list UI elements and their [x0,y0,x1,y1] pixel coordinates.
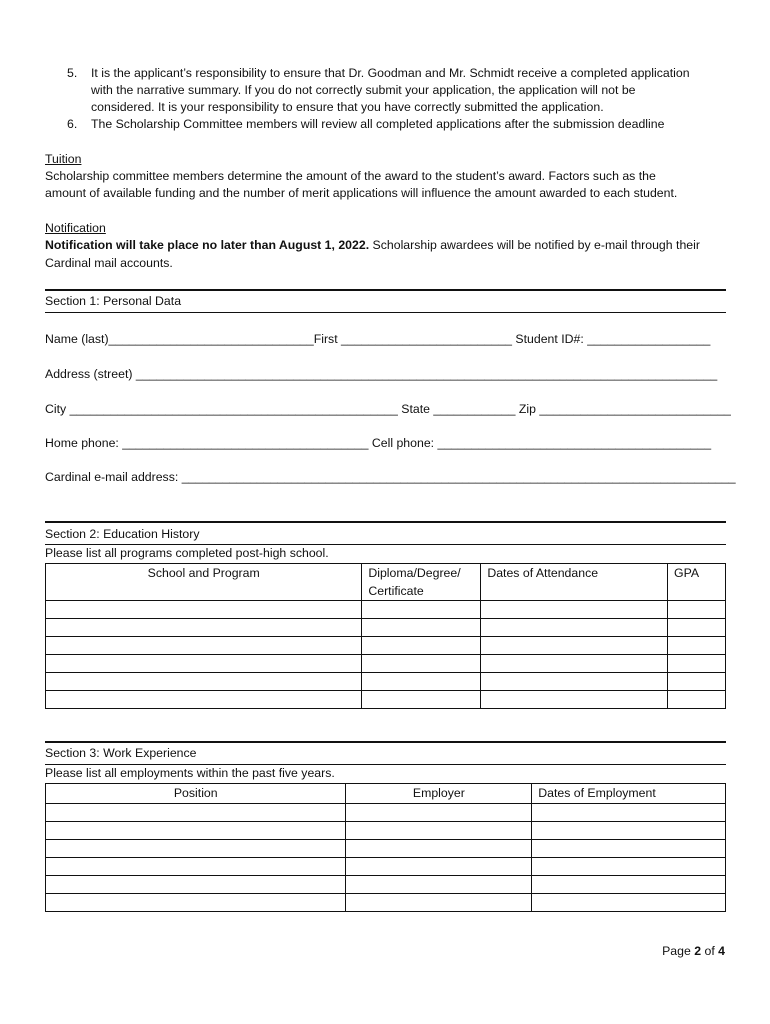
section3-title: Section 3: Work Experience [45,746,197,760]
column-header: School and Program [46,564,362,601]
column-header: Employer [346,784,532,804]
notification-deadline: Notification will take place no later than August 1, 2022. [45,238,370,252]
table-header-row [46,564,726,601]
section2-title: Section 2: Education History [45,527,200,541]
list-text: with the narrative summary. If you do not correctly submit your application, the application will not be [91,83,636,97]
notification-rest: Scholarship awardees will be notified by e-mail through their [369,238,700,252]
table-row[interactable] [46,601,726,619]
phone-field[interactable]: Home phone: ____________________________________ Cell phone: ________________________________________ [45,436,712,450]
column-header: GPA [668,564,726,601]
table-row[interactable] [46,893,726,911]
table-row[interactable] [46,655,726,673]
section-divider [45,521,726,523]
tuition-text: Scholarship committee members determine the amount of the award to the student’s award. Factors such as the [45,169,656,183]
work-table [45,783,726,912]
section-divider [45,312,726,313]
notification-text-2: Cardinal mail accounts. [45,256,173,270]
section2-instruction: Please list all programs completed post-high school. [45,546,329,560]
page-number: Page 2 of 4 [662,944,725,958]
section3-instruction: Please list all employments within the past five years. [45,766,335,780]
column-header: Position [46,784,346,804]
table-row[interactable] [46,821,726,839]
name-field[interactable]: Name (last)______________________________First _________________________ Student ID#: __________________ [45,332,711,346]
table-row[interactable] [46,857,726,875]
table-row[interactable] [46,619,726,637]
table-header-row [46,784,726,804]
list-text: considered. It is your responsibility to ensure that you have correctly submitted the application. [91,100,604,114]
address-field[interactable]: Address (street) _____________________________________________________________________________________ [45,367,718,381]
table-row[interactable] [46,637,726,655]
notification-heading: Notification [45,221,106,235]
table-row[interactable] [46,691,726,709]
email-field[interactable]: Cardinal e-mail address: _________________________________________________________________________________ [45,470,736,484]
section-divider [45,289,726,291]
table-row[interactable] [46,839,726,857]
notification-text [45,237,700,255]
section1-title: Section 1: Personal Data [45,294,182,308]
city-state-zip-field[interactable]: City ________________________________________________ State ____________ Zip ____________________________ [45,402,731,416]
column-header: Dates of Attendance [481,564,668,601]
table-row[interactable] [46,803,726,821]
tuition-heading: Tuition [45,152,82,166]
list-text: The Scholarship Committee members will review all completed applications after the submission deadline [91,117,665,131]
column-header: Dates of Employment [532,784,726,804]
table-row[interactable] [46,673,726,691]
tuition-text: amount of available funding and the number of merit applications will influence the amount awarded to each student. [45,186,678,200]
list-number: 6. [67,117,78,131]
column-header: Diploma/Degree/ Certificate [362,564,481,601]
education-table [45,563,726,709]
section-divider [45,741,726,743]
table-row[interactable] [46,875,726,893]
list-number: 5. [67,66,78,80]
list-text: It is the applicant’s responsibility to ensure that Dr. Goodman and Mr. Schmidt receive a completed application [91,66,690,80]
